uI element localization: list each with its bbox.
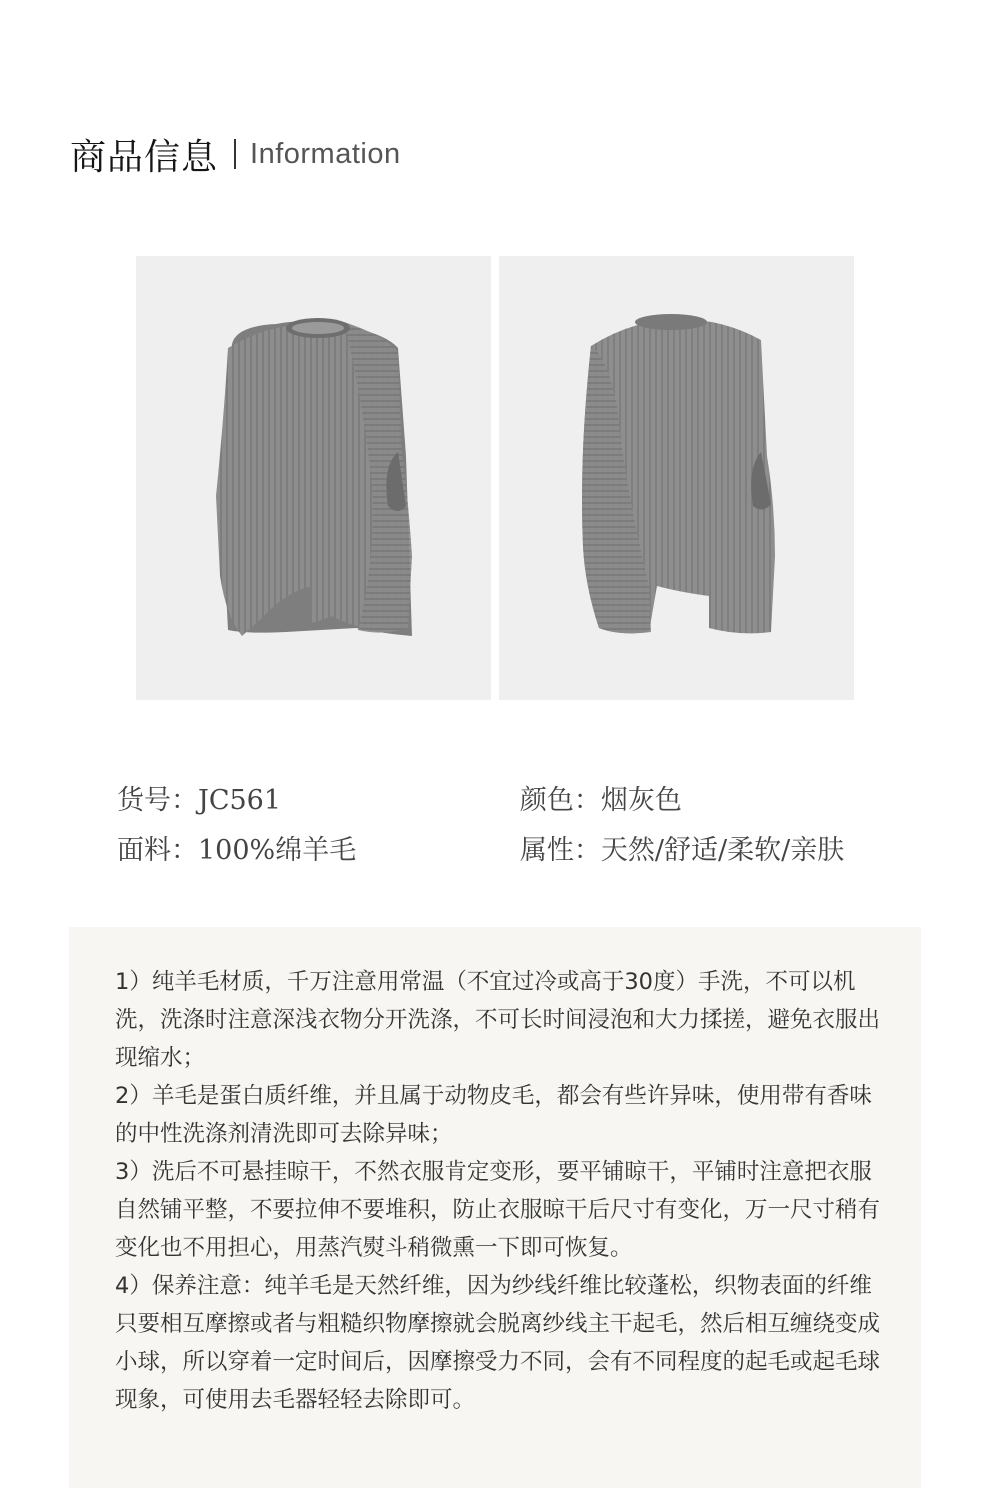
knit-vest-front-image [136,256,491,700]
spec-sku-label: 货号： [117,784,198,816]
product-photos [136,256,854,700]
care-item-2: 2）羊毛是蛋白质纤维，并且属于动物皮毛，都会有些许异味，使用带有香味的中性洗涤剂清洗即可去除异味； [115,1083,872,1147]
section-title-en: Information [250,137,401,170]
spec-row-1 [117,772,897,822]
section-header [70,126,401,182]
care-item-4: 4）保养注意：纯羊毛是天然纤维，因为纱线纤维比较蓬松，织物表面的纤维只要相互摩擦或者与粗糙织物摩擦就会脱离纱线主干起毛，然后相互缠绕变成小球，所以穿着一定时间后，因摩擦受力不同，会有不同程度的起毛或起毛球现象，可使用去毛器轻轻去除即可。 [115,1273,881,1413]
spec-attr-value: 天然/舒适/柔软/亲肤 [600,834,845,866]
spec-fabric-value: 100%绵羊毛 [198,834,357,866]
spec-table [117,772,897,872]
spec-attributes [520,828,897,867]
spec-sku-value: JC561 [198,784,282,816]
spec-color-label: 颜色： [519,784,601,816]
spec-sku [117,778,520,817]
care-instructions-text [115,963,885,1419]
product-photo-back[interactable] [499,256,854,700]
spec-row-2 [117,822,897,872]
section-title-cn: 商品信息 [70,136,219,178]
care-item-3: 3）洗后不可悬挂晾干，不然衣服肯定变形，要平铺晾干，平铺时注意把衣服自然铺平整，不要拉伸不要堆积，防止衣服晾干后尺寸有变化，万一尺寸稍有变化也不用担心，用蒸汽熨斗稍微熏一下即可恢复。 [115,1159,881,1261]
knit-vest-back-image [499,256,854,700]
spec-attr-label: 属性： [519,834,601,866]
product-photo-front[interactable] [136,256,491,700]
care-instructions-panel [69,927,921,1488]
care-item-1: 1）纯羊毛材质，千万注意用常温（不宜过冷或高于30度）手洗，不可以机洗，洗涤时注意深浅衣物分开洗涤，不可长时间浸泡和大力揉搓，避免衣服出现缩水； [115,969,881,1071]
spec-color [520,778,897,817]
spec-color-value: 烟灰色 [600,784,682,816]
spec-fabric-label: 面料： [117,834,198,866]
title-divider [234,139,236,169]
spec-fabric [117,828,520,867]
